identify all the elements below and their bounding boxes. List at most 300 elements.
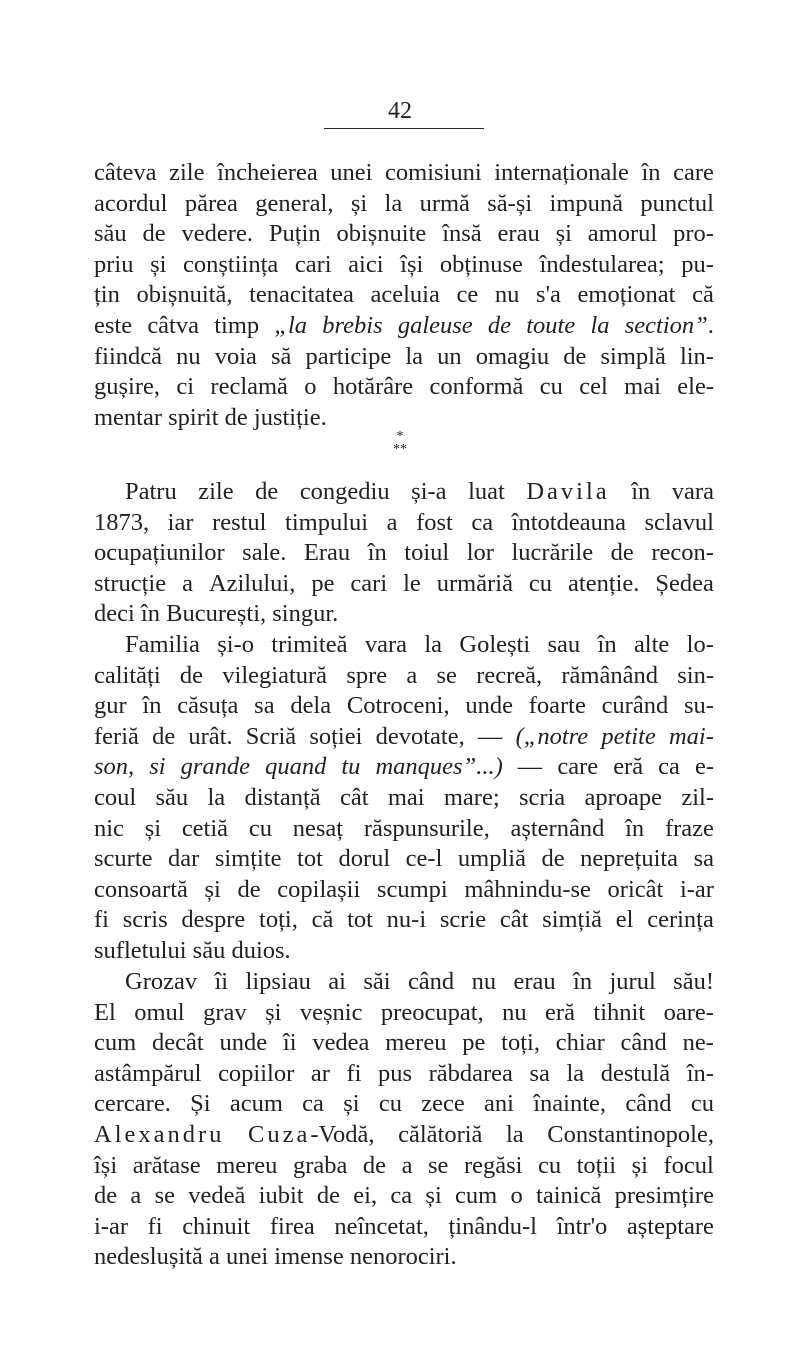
word-part: „la (274, 311, 308, 339)
word (347, 905, 373, 936)
word (511, 1181, 523, 1212)
word-part: îndestularea; (539, 250, 665, 278)
word (371, 280, 440, 311)
word-part: fost (416, 508, 453, 536)
word-part: Ședea (655, 569, 714, 597)
word (687, 1059, 714, 1090)
word-part: curând (601, 692, 669, 720)
word-part: scumpi (376, 875, 448, 903)
word (311, 569, 334, 600)
word (545, 998, 575, 1029)
word-part: într'o (556, 1212, 608, 1240)
word-part: sin- (677, 661, 714, 689)
word (334, 1212, 429, 1243)
word-part: pro- (673, 220, 714, 248)
word (430, 372, 524, 403)
word-part: un (437, 342, 462, 370)
word-part: strucție (94, 569, 167, 597)
word-part: arătase (132, 1151, 201, 1179)
text-segment: sufletului său duios. (94, 936, 291, 964)
word-part: și (204, 875, 221, 903)
word (471, 508, 493, 539)
word (94, 158, 157, 189)
text-segment: nedeslușită a unei imense nenorociri. (94, 1243, 457, 1271)
word-part: fi (147, 1212, 163, 1240)
word-part: cum (455, 1182, 498, 1210)
word-part: reclamă (210, 373, 288, 401)
section-separator (0, 430, 800, 456)
word-part: a (406, 661, 418, 689)
text-segment: deci în București, singur. (94, 600, 339, 628)
page-number: 42 (388, 98, 412, 124)
word (94, 1120, 224, 1151)
word-part: regăsi (463, 1151, 523, 1179)
word-part: său! (673, 968, 714, 995)
word-part: cel (579, 373, 608, 401)
word (376, 722, 465, 753)
word (94, 722, 139, 753)
word (464, 875, 591, 906)
word-part: presimțire (614, 1182, 714, 1210)
word (293, 814, 343, 845)
word (265, 998, 281, 1029)
word (542, 905, 602, 936)
word (681, 250, 714, 281)
word-part: Constantinopole, (547, 1120, 714, 1148)
word-part: și (555, 220, 572, 248)
word (137, 280, 233, 311)
word-part: în (597, 631, 617, 658)
word (584, 783, 662, 814)
word-part: căsuța (177, 692, 239, 720)
text-line (94, 722, 714, 753)
word (212, 508, 266, 539)
word-part: câteva (94, 159, 157, 186)
word (694, 844, 714, 875)
word (238, 875, 261, 906)
text-line (94, 599, 714, 630)
word-part: eră (545, 998, 575, 1026)
word-part: foarte (528, 692, 586, 720)
word (529, 1059, 549, 1090)
word (350, 569, 387, 600)
word (259, 905, 298, 936)
word (147, 311, 199, 342)
word-part: la (566, 1059, 585, 1087)
word-part: petite (601, 722, 656, 750)
word (691, 1089, 714, 1120)
text-line (94, 783, 714, 814)
word (94, 1059, 202, 1090)
word-part: a (386, 508, 398, 536)
word-part: timpului (285, 508, 369, 536)
text-line (94, 814, 714, 845)
word (94, 691, 127, 722)
word (455, 1181, 497, 1212)
word (536, 280, 561, 311)
word-part: cu (248, 814, 272, 842)
word-part: urmăriă (436, 569, 513, 597)
word (198, 477, 233, 508)
word (246, 722, 296, 753)
word (625, 311, 714, 342)
word (302, 1089, 324, 1120)
word (448, 1212, 536, 1243)
word (621, 1028, 667, 1059)
word (557, 752, 598, 783)
word-part: decât (151, 1029, 204, 1057)
word (478, 722, 503, 753)
word (680, 342, 714, 373)
word-part: să (271, 342, 292, 370)
word (498, 219, 540, 250)
word-part: Erau (303, 539, 351, 567)
word (148, 1212, 163, 1243)
word (502, 998, 527, 1029)
word (459, 630, 530, 661)
word (255, 189, 333, 220)
word-part: așteptare (626, 1212, 714, 1240)
text-line (94, 1151, 714, 1182)
word-part: că (692, 281, 714, 309)
word-part: de (94, 1182, 118, 1210)
word-part: Alexandru (94, 1120, 225, 1148)
word-part: scurte (94, 845, 153, 873)
word-part: de (237, 875, 261, 903)
word-part: ne- (682, 1029, 714, 1057)
word-part: internaționale (494, 159, 629, 186)
word-part: este (94, 311, 133, 339)
word-part: Golești (459, 631, 531, 658)
word-part: fraze (664, 814, 714, 842)
word (353, 1181, 377, 1212)
text-line (94, 875, 714, 906)
text-line (94, 967, 714, 998)
word (655, 569, 714, 600)
word (616, 905, 634, 936)
word-part: mare; (443, 783, 500, 811)
word-part: în (573, 968, 593, 995)
word (152, 1028, 204, 1059)
word-part: sale. (242, 539, 287, 567)
word (429, 1059, 513, 1090)
word (94, 752, 134, 783)
text-line (94, 998, 714, 1029)
word (249, 280, 354, 311)
word-part: dorul (338, 845, 391, 873)
word (209, 569, 295, 600)
word (185, 189, 238, 220)
word (672, 477, 714, 508)
word (673, 967, 714, 998)
word (487, 189, 532, 220)
word (377, 875, 448, 906)
word (347, 691, 450, 722)
word (269, 219, 321, 250)
word (210, 372, 288, 403)
word (533, 1089, 606, 1120)
paragraph-4 (94, 967, 714, 1273)
word (152, 722, 175, 753)
word (94, 783, 136, 814)
word (547, 1120, 714, 1151)
word (568, 569, 639, 600)
word (519, 783, 565, 814)
word-part: de (563, 342, 587, 370)
word (190, 1089, 210, 1120)
word-part: Grozav (125, 968, 198, 995)
word-part: ca (658, 753, 680, 781)
word (317, 1181, 340, 1212)
word-part: în (631, 478, 651, 505)
word (590, 311, 609, 342)
word-part: în (625, 814, 645, 842)
word (476, 661, 542, 692)
word-part: zile (169, 159, 205, 186)
word (230, 1089, 283, 1120)
word (579, 372, 608, 403)
word-part: impună (549, 189, 624, 217)
word (387, 508, 398, 539)
word (94, 844, 153, 875)
word-part: pus (377, 1059, 413, 1087)
word (217, 630, 254, 661)
word (293, 1151, 347, 1182)
word (387, 905, 426, 936)
word-part: trimiteă (271, 631, 348, 658)
word (550, 189, 624, 220)
word-part: la (207, 783, 226, 811)
word (311, 1059, 330, 1090)
word-part: sa (254, 692, 275, 720)
word (343, 1089, 359, 1120)
word-part: El (94, 998, 116, 1026)
word-part: omagiu (475, 342, 550, 370)
word-part: el (615, 906, 634, 934)
word (647, 905, 714, 936)
word (181, 752, 250, 783)
word (403, 569, 421, 600)
word (669, 722, 714, 753)
word-part: lucrările (511, 539, 594, 567)
word (400, 250, 423, 281)
text-line (94, 538, 714, 569)
word-part: ce (456, 281, 479, 309)
word (94, 998, 116, 1029)
word-part: unde (465, 692, 513, 720)
word-part: a (401, 1151, 413, 1179)
word (375, 752, 502, 783)
word-part: și (343, 1090, 360, 1118)
word-part: cât (499, 906, 529, 934)
word (188, 1181, 245, 1212)
word-part: își (94, 1151, 118, 1179)
text-line (94, 1181, 714, 1212)
word-part: câtva (147, 311, 199, 339)
paragraph-3 (94, 630, 714, 967)
word (598, 630, 617, 661)
word-part: oare- (663, 998, 714, 1026)
word-part: acordul (94, 189, 168, 217)
word (365, 630, 407, 661)
word-part: vedea (312, 1029, 370, 1057)
word (330, 158, 372, 189)
word (476, 342, 550, 373)
word-part: acum (229, 1090, 283, 1118)
word-part: îi (214, 968, 229, 995)
word (684, 691, 714, 722)
word (94, 1181, 117, 1212)
word-part: lipsiau (245, 968, 311, 995)
word (259, 1181, 304, 1212)
word (627, 1212, 714, 1243)
word-part: recreă, (476, 661, 543, 689)
text-line (94, 936, 714, 967)
text-line (94, 1212, 714, 1243)
word (385, 158, 482, 189)
word (143, 219, 166, 250)
word (467, 538, 494, 569)
word (168, 508, 194, 539)
word (255, 477, 278, 508)
word-part: mereu (385, 1029, 447, 1057)
word-part: cetiă (181, 814, 229, 842)
word-part: vara (671, 478, 714, 505)
word (176, 372, 194, 403)
word (94, 372, 160, 403)
word-part: Și (190, 1090, 211, 1118)
word (416, 508, 453, 539)
word-part: punctul (640, 189, 714, 217)
word-part: de (152, 722, 176, 750)
word-part: atenție. (568, 569, 640, 597)
word-part: cât (339, 783, 369, 811)
word (304, 538, 350, 569)
word-part: săi (363, 968, 391, 995)
word (182, 569, 193, 600)
word (526, 311, 575, 342)
word-part: simțite (214, 845, 282, 873)
word-part: feriă (94, 722, 139, 750)
word-part: obținuse (439, 250, 523, 278)
word (385, 1028, 446, 1059)
word (687, 630, 714, 661)
word (608, 875, 664, 906)
word-part: toute (526, 311, 576, 339)
word-part: le (403, 569, 421, 597)
word (219, 1028, 267, 1059)
word-part: și-o (217, 631, 254, 658)
word (180, 661, 203, 692)
word-part: sa (693, 845, 714, 873)
text-line (94, 219, 714, 250)
word (94, 1212, 128, 1243)
word (94, 538, 225, 569)
separator-star-top: * (396, 429, 404, 444)
word (468, 477, 505, 508)
word (363, 1151, 386, 1182)
word (640, 189, 714, 220)
word (677, 372, 714, 403)
word (658, 752, 680, 783)
word (133, 1151, 201, 1182)
word (615, 1181, 714, 1212)
word (182, 219, 253, 250)
word-part: zile (198, 478, 234, 505)
word (217, 158, 318, 189)
word (271, 342, 291, 373)
word (176, 342, 201, 373)
word (495, 280, 520, 311)
word-part: nu (176, 342, 201, 370)
word-part: mai (624, 373, 661, 401)
word-part: oricât (607, 875, 664, 903)
word-part: în- (686, 1059, 714, 1087)
word (406, 844, 443, 875)
paragraph-2 (94, 477, 714, 630)
word (425, 1181, 441, 1212)
word (408, 967, 454, 998)
word-part: focul (663, 1151, 714, 1179)
word-part: luat (468, 478, 505, 505)
word (541, 844, 564, 875)
text-line (94, 661, 714, 692)
word-part: pu- (681, 250, 714, 278)
text-line (94, 844, 714, 875)
word (130, 1181, 141, 1212)
word-part: mereu (216, 1151, 278, 1179)
text-line (94, 630, 714, 661)
word-part: înainte, (533, 1090, 607, 1118)
word (246, 967, 311, 998)
word-part: aceluia (370, 281, 440, 309)
word-part: urmă (419, 189, 470, 217)
word (518, 752, 543, 783)
word-part: de (362, 1151, 387, 1179)
word (364, 814, 490, 845)
word (437, 569, 513, 600)
word-part: consoartă (94, 875, 188, 903)
word (368, 538, 387, 569)
word (556, 1028, 605, 1059)
word-part: -Vodă, (310, 1120, 375, 1148)
word-part: însă (442, 220, 482, 248)
word (625, 814, 644, 845)
word-part: și (144, 814, 162, 842)
word-part: rămânând (561, 661, 658, 689)
word (673, 219, 714, 250)
word (512, 508, 626, 539)
word-part: lor (466, 539, 494, 567)
word-part: sclavul (644, 508, 714, 536)
word-part: cu (537, 1151, 562, 1179)
word (215, 844, 282, 875)
word-part: pe (311, 569, 335, 597)
word-part: gur (94, 692, 127, 720)
word-part: pe (462, 1029, 486, 1057)
word-part: cu (378, 1090, 402, 1118)
word-part: de (487, 311, 512, 339)
word-part: umpliă (457, 845, 526, 873)
word (540, 372, 563, 403)
word-part: la (384, 189, 403, 217)
word (381, 998, 484, 1029)
word (285, 508, 368, 539)
word (94, 1028, 136, 1059)
word-part: Puțin (268, 220, 321, 248)
word-part: sa (529, 1059, 550, 1087)
word (472, 967, 497, 998)
